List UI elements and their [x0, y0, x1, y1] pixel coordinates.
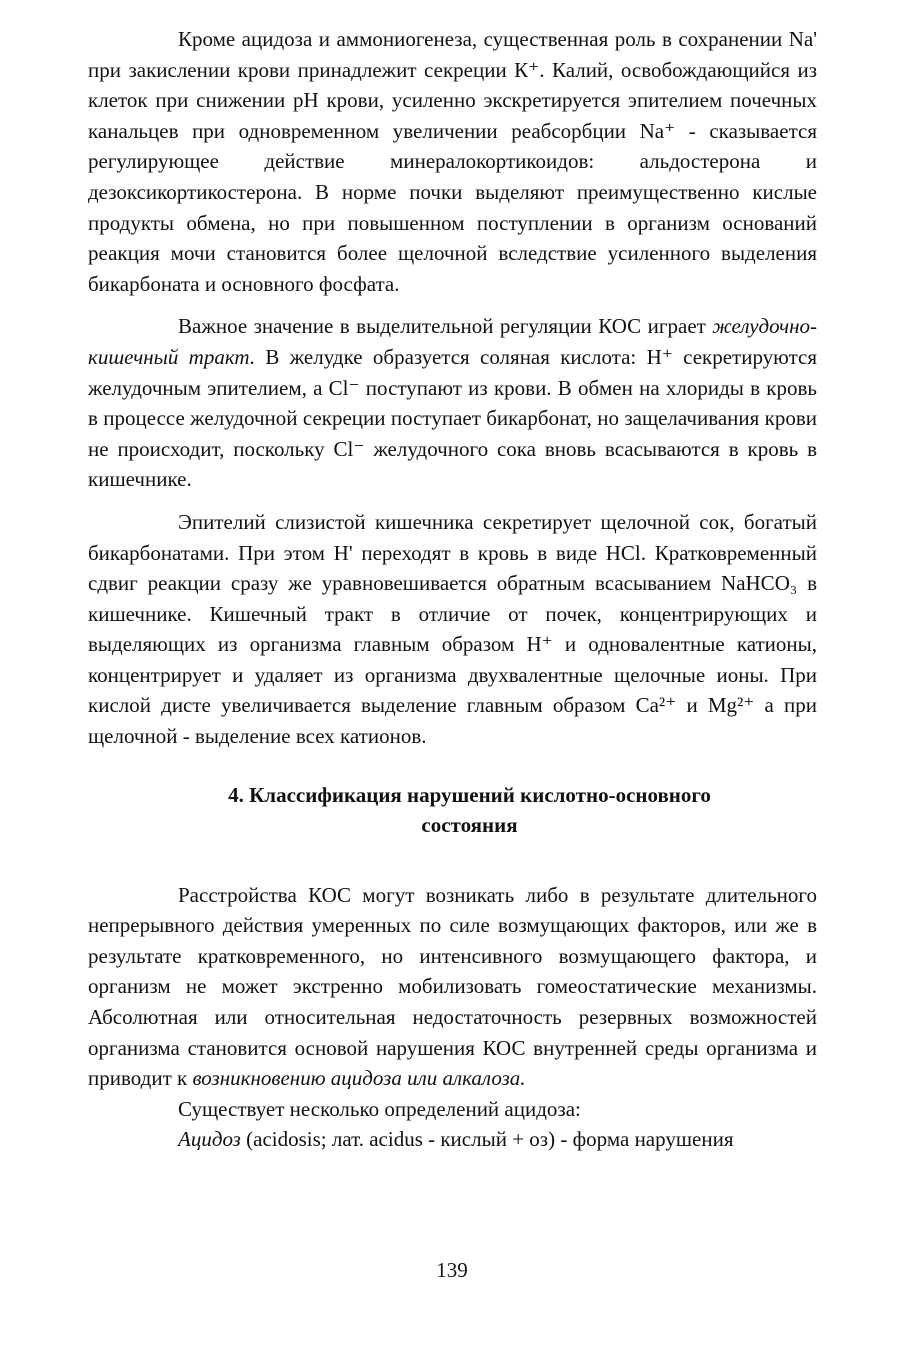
paragraph-kos-disorders-start: Расстройства КОС могут возникать либо в результате длительного непрерывного действия умеренных по силе возмущающих факторов, или же в результате кратковременного, но интенсивного возмущающего фактора, и организм не может экстренно мобилизовать гомеостатические механизмы. Абсолютная или относительная недостаточность резервных возможностей организма становится основой нарушения КОС внутренней среды организма и приводит к	[88, 882, 817, 1091]
paragraph-gi-tract-start: Важное значение в выделительной регуляции КОС играет	[178, 314, 713, 339]
section-heading-line-1: 4. Классификация нарушений кислотно-основного	[228, 782, 711, 807]
paragraph-acidosis-definitions: Существует несколько определений ацидоза:	[178, 1096, 581, 1121]
paragraph-gi-tract-end: В желудке образуется соляная кислота: Н⁺ секретируются желудочным эпителием, а Cl⁻ поступают из крови. В обмен на хлориды в кровь в процессе желудочной секреции поступает бикарбонат, но защелачивания крови не происходит, поскольку Cl⁻ желудочного сока вновь всасываются в кровь в кишечнике.	[88, 344, 818, 492]
paragraph-acidosis-term-italic: Ацидоз	[178, 1127, 241, 1152]
section-heading	[88, 780, 817, 840]
paragraph-gi-tract	[88, 311, 817, 495]
page-body	[88, 24, 817, 1155]
paragraph-acidosis-term-end: (acidosis; лат. acidus - кислый + оз) - форма нарушения	[240, 1127, 734, 1152]
paragraph-kos-disorders-italic: возникновению ацидоза или алкалоза.	[192, 1066, 526, 1091]
paragraph-gi-tract-italic: желудочно-кишечный тракт.	[88, 314, 817, 369]
section-heading-line-2: состояния	[421, 812, 518, 837]
paragraph-acidosis-term	[88, 1124, 817, 1155]
paragraph-potassium-secretion: Кроме ацидоза и аммониогенеза, существенная роль в сохранении Na' при закислении крови принадлежит секреции К⁺. Калий, освобождающийся из клеток при снижении pH крови, усиленно экскретируется эпителием почечных канальцев при одновременном увеличении реабсорбции Na⁺ - сказывается регулирующее действие минералокортикоидов: альдостерона и дезоксикортикостерона. В норме почки выделяют преимущественно кислые продукты обмена, но при повышенном поступлении в организм оснований реакция мочи становится более щелочной вследствие усиленного выделения бикарбоната и основного фосфата.	[88, 27, 817, 296]
paragraph-kos-disorders	[88, 880, 817, 1094]
paragraph-intestine-epithelium: Эпителий слизистой кишечника секретирует щелочной сок, богатый бикарбонатами. При этом Н' переходят в кровь в виде HCl. Кратковременный сдвиг реакции сразу же уравновешивается обратным всасыванием NaHCO₃ в кишечнике. Кишечный тракт в отличие от почек, концентрирующих и выделяющих из организма главным образом Н⁺ и одновалентные катионы, концентрирует и удаляет из организма двухвалентные щелочные ионы. При кислой дисте увеличивается выделение главным образом Ca²⁺ и Mg²⁺ а при щелочной - выделение всех катионов.	[88, 509, 817, 749]
page-number: 139	[436, 1258, 468, 1282]
